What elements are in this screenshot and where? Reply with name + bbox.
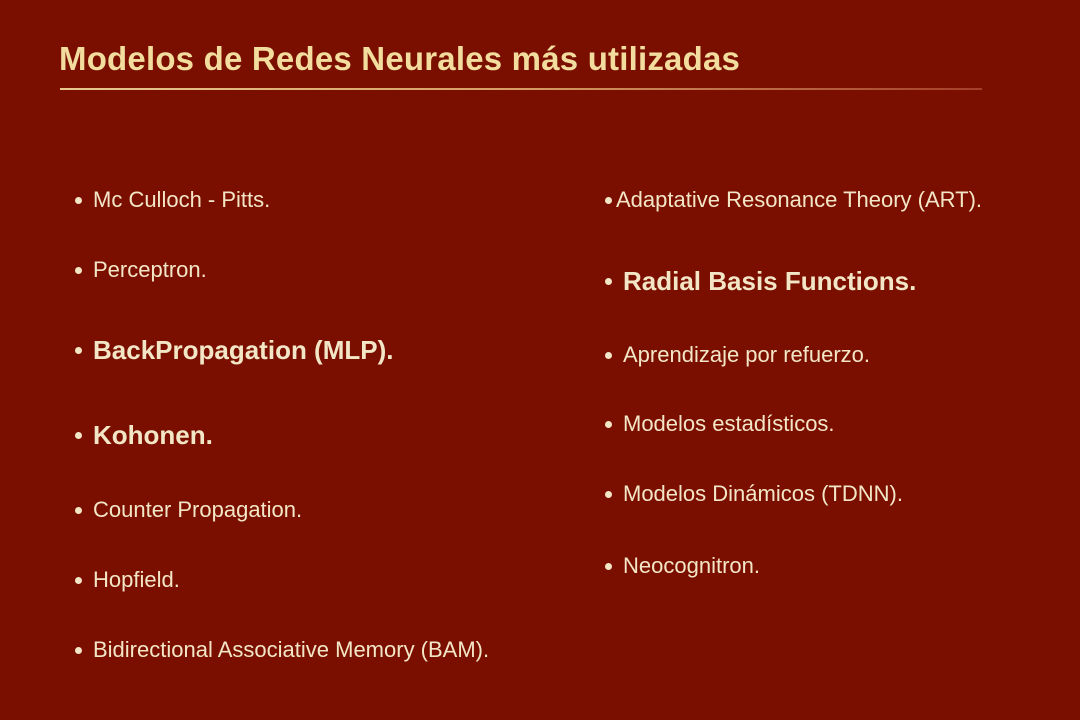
list-item-label: Modelos Dinámicos (TDNN). — [623, 481, 903, 506]
list-item-perceptron — [75, 257, 207, 283]
bullet-icon — [75, 267, 82, 274]
list-item-label: Counter Propagation. — [93, 497, 303, 522]
list-item-backpropagation — [75, 335, 393, 366]
bullet-icon — [605, 563, 612, 570]
bullet-icon — [75, 432, 82, 439]
list-item-label: Hopfield. — [93, 567, 180, 592]
slide-title: Modelos de Redes Neurales más utilizadas — [59, 40, 741, 77]
list-item-aprendizaje-refuerzo — [605, 342, 870, 368]
bullet-icon — [605, 352, 612, 359]
list-item-counter-propagation — [75, 497, 302, 523]
list-item-label: Radial Basis Functions. — [623, 266, 917, 296]
list-item-kohonen — [75, 420, 213, 451]
bullet-icon — [75, 347, 82, 354]
list-item-label: Neocognitron. — [623, 553, 760, 578]
list-item-modelos-estadisticos — [605, 411, 835, 437]
list-item-label: Mc Culloch - Pitts. — [93, 187, 271, 212]
list-item-label: Perceptron. — [93, 257, 207, 282]
bullet-icon — [75, 647, 82, 654]
bullet-icon — [75, 197, 82, 204]
list-item-hopfield — [75, 567, 180, 593]
bullet-icon — [75, 507, 82, 514]
list-item-label: Aprendizaje por refuerzo. — [623, 342, 871, 367]
bullet-icon — [605, 197, 612, 204]
list-item-label: Modelos estadísticos. — [623, 411, 835, 436]
list-item-modelos-dinamicos — [605, 481, 903, 507]
bullet-icon — [605, 278, 612, 285]
list-item-mcculloch-pitts — [75, 187, 270, 213]
list-item-label: Adaptative Resonance Theory (ART). — [616, 187, 983, 212]
list-item-label: Kohonen. — [93, 420, 213, 450]
list-item-rbf — [605, 266, 916, 297]
bullet-icon — [605, 491, 612, 498]
list-item-bam — [75, 637, 489, 663]
title-divider — [60, 88, 982, 90]
bullet-icon — [605, 421, 612, 428]
list-item-label: Bidirectional Associative Memory (BAM). — [93, 637, 490, 662]
list-item-art — [605, 187, 982, 213]
list-item-neocognitron — [605, 553, 760, 579]
list-item-label: BackPropagation (MLP). — [93, 335, 394, 365]
bullet-icon — [75, 577, 82, 584]
